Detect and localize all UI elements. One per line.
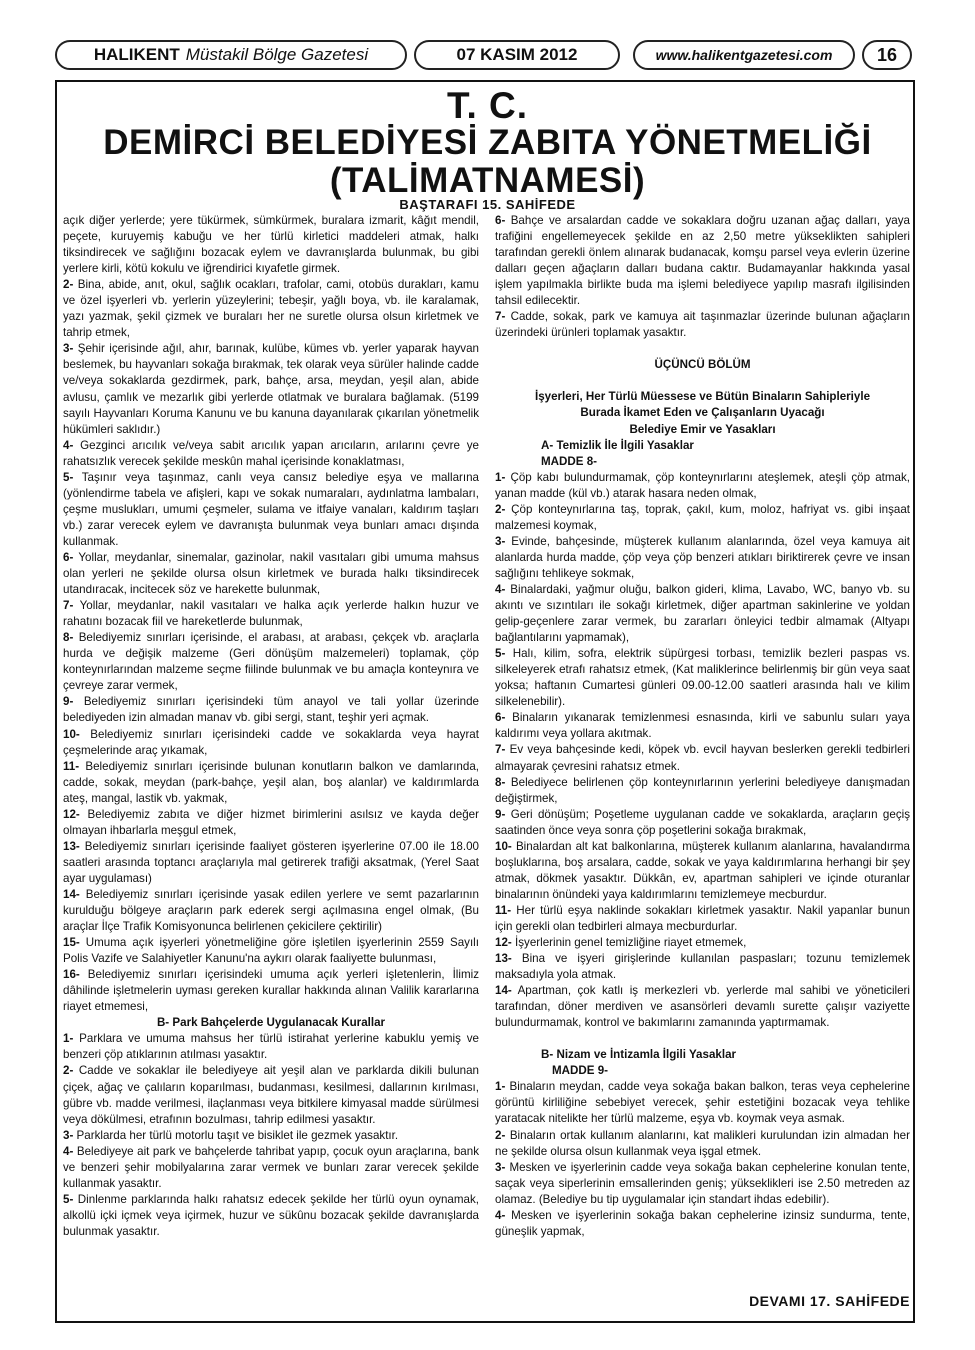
item-text: Belediyemiz sınırları içerisindeki cadde ve sokaklarda veya hayrat çeşmelerinde araç yıkamak,: [63, 727, 479, 757]
item-number: 3-: [63, 342, 74, 356]
cleanliness-item: [495, 935, 910, 951]
item-number: 7-: [495, 743, 506, 757]
cleanliness-item: [495, 951, 910, 983]
subsection-b-heading: B- Nizam ve İntizamla İlgili Yasaklar: [541, 1048, 737, 1062]
item-number: 5-: [495, 647, 506, 661]
item-number: 8-: [63, 631, 74, 645]
cleanliness-item: [495, 502, 910, 534]
regulation-item: [63, 839, 479, 887]
item-text: Umuma açık işyerleri yönetmeliğine göre işletilen işyerlerinin 2559 Sayılı Polis Vazife ve Salahiyetler Kanunu'na aykırı olarak faaliyette bulunması,: [63, 936, 479, 966]
regulation-item: [63, 759, 479, 807]
item-text: Belediyemiz zabıta ve diğer hizmet birimlerini asılsız ve kayda değer olmayan ihbarlarla meşgul etmek,: [63, 807, 479, 837]
page-number: 16: [862, 40, 912, 70]
item-text: Çöp konteynırlarına taş, toprak, çakıl, kum, moloz, hafriyat vs. gibi inşaat malzemesi koymak,: [495, 502, 910, 532]
park-rule-item: [63, 1031, 479, 1063]
regulation-item: [63, 277, 479, 341]
title-line-1: T. C.: [446, 85, 529, 126]
park-rule-item: [63, 1063, 479, 1127]
item-text: Belediyemiz sınırları içerisinde bulunan konutların balkon ve damlarında, cadde, sokak, meydan (park-bahçe, yeşil alan, boş alanlar) ve kaldırımlarda ateş, mangal, lastik vb. yakmak,: [63, 759, 479, 805]
item-text: Binaların meydan, cadde veya sokağa bakan balkon, teras veya cephelerine görüntü kirliliğine sebebiyet verecek, şehir estetiğini bozacak veya tehlike yaratacak nitelikte her türlü malzeme, eşya vb. koymak veya asmak.: [495, 1080, 910, 1126]
item-number: 9-: [495, 807, 506, 821]
item-text: Mesken ve işyerlerinin cadde veya sokağa bakan cephelerine konulan tente, saçak veya siperlerinin emsallerinden geniş; yükseklikleri ise 2.50 metreden az olamaz. (Belediye bu tip uygulamalar için standart ihdas edebilir).: [495, 1160, 910, 1206]
item-number: 4-: [495, 582, 506, 596]
regulation-item: [63, 341, 479, 437]
item-number: 15-: [63, 936, 80, 950]
park-rule-item: [63, 1192, 479, 1240]
regulation-item: [63, 727, 479, 759]
item-number: 7-: [495, 310, 506, 324]
item-number: 7-: [63, 599, 74, 613]
item-number: 9-: [63, 695, 74, 709]
item-text: Belediyece belirlenen çöp konteynırlarının yerlerini belediyeye danışmadan değiştirmek,: [495, 775, 910, 805]
park-rule-item: [63, 1128, 479, 1144]
item-text: Binaların yıkanarak temizlenmesi esnasında, kirli ve sabunlu suları yaya kaldırımı veya yollara akıtmak.: [495, 711, 910, 741]
item-text: Belediyemiz sınırları içerisinde faaliyet gösteren işyerlerine 07.00 ile 18.00 saatleri arasında toptancı araçlarıyla mal getirerek trafiği aksatmak, (Yerel Saat ayar uygulaması): [63, 839, 479, 885]
item-text: Halı, kilim, sofra, elektrik süpürgesi torbası, temizlik bezleri paspas vs. silkeleyerek etrafı rahatsız etmek, (Kat maliklerince belirlenmiş bir gün veya saat yoksa; haftanın Cumartesi günleri 09.00-12.00 saatleri arasında halı ve kilim silkelenebilir).: [495, 647, 910, 709]
item-text: Ev veya bahçesinde kedi, köpek vb. evcil hayvan beslerken gerekli tedbirleri almayarak çevresini rahatsız etmek.: [495, 743, 910, 773]
regulation-item: [63, 967, 479, 1015]
item-text: Belediyemiz sınırları içerisindeki umuma açık yerleri işletenlerin, İlimiz dâhilinde işletmelerin uyması gereken kurallar hakkında alınan Valilik kararlarına riayet etmemesi,: [63, 968, 479, 1014]
item-number: 3-: [495, 534, 506, 548]
regulation-item: [63, 887, 479, 935]
regulation-item: [63, 807, 479, 839]
cleanliness-item: [495, 582, 910, 646]
madde-8-label: MADDE 8-: [541, 454, 598, 468]
cleanliness-item: [495, 470, 910, 502]
item-number: 10-: [495, 839, 512, 853]
continued-from: BAŞTARAFI 15. SAHİFEDE: [399, 197, 576, 212]
item-number: 4-: [63, 438, 74, 452]
issue-date: 07 KASIM 2012: [414, 40, 620, 70]
continued-on: DEVAMI 17. SAHİFEDE: [749, 1293, 910, 1309]
order-item: [495, 1160, 910, 1208]
item-number: 4-: [495, 1208, 506, 1222]
regulation-item: [63, 598, 479, 630]
cleanliness-item: [495, 646, 910, 710]
item-text: Yollar, meydanlar, sinemalar, gazinolar, nakil vasıtaları gibi umuma mahsus olan yerleri ne şekilde olursa olsun kirletmek ve burada halkı tiksindirecek utandıracak, incitecek söz ve harekette bulunmak,: [63, 550, 479, 597]
item-text: Parklarda her türlü motorlu taşıt ve bisiklet ile gezmek yasaktır.: [76, 1128, 399, 1142]
item-number: 2-: [495, 502, 506, 516]
item-number: 5-: [63, 1192, 74, 1206]
regulation-item: [63, 630, 479, 694]
cleanliness-item: [495, 983, 910, 1031]
item-text: Cadde, sokak, park ve kamuya ait taşınmazlar üzerinde bulunan ağaçların üzerindeki ürünleri toplamak yasaktır.: [495, 310, 910, 340]
cleanliness-item: [495, 903, 910, 935]
item-text: Binaların ortak kullanım alanlarını, kat malikleri kurulundan izin almadan her ne şekilde olursa olsun kullanmak veya işgal etmek.: [495, 1128, 910, 1158]
item-number: 3-: [495, 1160, 506, 1174]
item-number: 6-: [63, 550, 74, 564]
park-rule-item: [495, 213, 910, 309]
item-number: 12-: [495, 936, 512, 950]
regulation-item: [63, 694, 479, 726]
item-text: Belediyemiz sınırları içerisinde yasak edilen yerlere ve semt pazarlarının kurulduğu bölgeye araçların park ederek sergi açılmasına engel olmak, (Bu araçlar İlçe Trafik Komisyonunca belirlenen çekicilere çektirilir): [63, 887, 479, 934]
park-rule-item: [495, 309, 910, 341]
cleanliness-item: [495, 807, 910, 839]
cleanliness-item: [495, 775, 910, 807]
item-number: 10-: [63, 727, 80, 741]
regulation-item: [63, 213, 479, 277]
item-number: 2-: [63, 1064, 74, 1078]
section-3-heading-3: Belediye Emir ve Yasakları: [629, 422, 776, 436]
madde-9-label: MADDE 9-: [552, 1064, 609, 1078]
item-text: Binalardaki, yağmur oluğu, balkon gideri, klima, Lavabo, WC, banyo vb. su akıntı ve sızıntıları ile sokağı kirletmek, diğer apartman sakinlerine ve yoldan gelip-geçenlere zarar vermek, bu zararları önleyici tedbir almamak (Altyapı bağlantılarını yapmamak),: [495, 582, 910, 645]
cleanliness-item: [495, 839, 910, 903]
item-text: Şehir içerisinde ağıl, ahır, barınak, kulübe, kümes vb. yerler yaparak hayvan beslemek, bu hayvanları sokağa bırakmak, tek olarak veya sürüler halinde cadde ve/veya sokaklarda gezdirmek, park, bahçe, arsa, meydan, yeşil alan, abide avlusu, çamlık ve mezarlık gibi yerlerde otlatmak ve buralara bağlamak. (5199 sayılı Hayvanları Koruma Kanunu ve bu kanuna dayanılarak çıkarılan yönetmelik hükümleri saklıdır.): [63, 342, 480, 436]
item-text: Bina ve işyeri girişlerinde kullanılan paspasları; tozunu temizlemek maksadıyla yola atmak.: [495, 952, 910, 982]
item-number: 2-: [495, 1128, 506, 1142]
item-number: 8-: [495, 775, 506, 789]
item-text: Parklara ve umuma mahsus her türlü istirahat yerlerine kabuklu yemiş ve benzeri çöp atıklarının atılması yasaktır.: [63, 1032, 479, 1062]
item-text: Evinde, bahçesinde, müşterek kullanım alanlarında, özel veya kamuya ait alanlarda hurda madde, çöp veya çöp benzeri atıkları biriktirerek çevre ve insan sağlığını tehlikeye sokmak,: [495, 534, 910, 580]
item-number: 1-: [63, 1032, 74, 1046]
newspaper-name-box: [55, 40, 407, 70]
cleanliness-item: [495, 710, 910, 742]
item-text: Belediyemiz sınırları içerisindeki tüm anayol ve tali yollar üzerinde belediyeden izin almadan manav vb. gibi sergi, stant, teşhir yeri açmak.: [63, 695, 479, 725]
item-number: 4-: [63, 1144, 74, 1158]
item-text: Geri dönüşüm; Poşetleme uygulanan cadde ve sokaklarda, araçların geçiş saatinden önce veya sonra çöp poşetlerini sokağa bırakmak,: [495, 807, 910, 837]
item-text: Çöp kabı bulundurmamak, çöp konteynırlarını ateşlemek, ateşli çöp atmak, yanan madde (kül vb.) atarak hasara neden olmak,: [495, 470, 910, 500]
item-text: Bahçe ve arsalardan cadde ve sokaklara doğru uzanan ağaç dalları, yaya trafiğini engellemeyecek şekilde en az 2,50 metre yükseklikten sahipleri tarafından gerekli önlem alınarak budanacak, komşu parsel veya evlerin üzerine dalları geçen ağaçların dalları budana caktır. Budamayanlar hakkında yasal işlem yapılmakla birlikte buda ma işlemi belediyece yapılıp masrafı ilgilisinden tahsil edilecektir.: [495, 214, 910, 308]
order-item: [495, 1128, 910, 1160]
item-number: 1-: [495, 470, 506, 484]
item-number: 2-: [63, 278, 74, 292]
item-number: 14-: [495, 984, 512, 998]
park-rule-item: [63, 1144, 479, 1192]
item-text: Mesken ve işyerlerinin sokağa bakan cephelerine izinsiz sundurma, tente, güneşlik yapmak,: [495, 1208, 910, 1238]
title-line-3: (TALİMATNAMESİ): [329, 161, 646, 200]
item-text: İşyerlerinin genel temizliğine riayet etmemek,: [515, 936, 747, 950]
regulation-item: [63, 470, 479, 550]
title-line-2: DEMİRCİ BELEDİYESİ ZABITA YÖNETMELİĞİ: [103, 123, 872, 162]
item-number: 1-: [495, 1080, 506, 1094]
item-text: Apartman, çok katlı iş merkezleri vb. yerlerde mal sahibi ve yöneticileri tarafından, döner merdiven ve asansörleri devamlı surette çalışır vaziyette bulundurmamak, kontrol ve bakımlarını zamanında yaptırmamak.: [495, 984, 910, 1030]
regulation-item: [63, 935, 479, 967]
item-text: Yollar, meydanlar, nakil vasıtaları ve halka açık yerlerde halkın huzur ve rahatını bozacak fiil ve hareketlerde bulunmak,: [63, 599, 479, 629]
order-item: [495, 1208, 910, 1240]
item-text: Binalardan alt kat balkonlarına, müşterek kullanım alanlarına, havalandırma boşluklarına, boş arsalara, cadde, sokak ve yaya kaldırımlarına herhangi bir şey atmak, dökmek yasaktır. Dükkân, ev, apartman sahipleri ve içinde oturanlar binalarının önündeki yaya kaldırımlarını temizlemeye mecburdur.: [495, 839, 910, 901]
item-number: 13-: [63, 839, 80, 853]
section-3-heading-1: İşyerleri, Her Türlü Müessese ve Bütün Binaların Sahipleriyle: [534, 390, 871, 404]
newspaper-name: HALIKENT: [93, 45, 180, 64]
item-number: 11-: [495, 903, 512, 917]
item-number: 5-: [63, 470, 74, 484]
item-number: 6-: [495, 711, 506, 725]
regulation-item: [63, 550, 479, 598]
item-number: 14-: [63, 887, 80, 901]
regulation-item: [63, 438, 479, 470]
newspaper-subtitle: Müstakil Bölge Gazetesi: [185, 45, 369, 64]
item-number: 6-: [495, 214, 506, 227]
masthead: [55, 38, 915, 78]
item-number: 11-: [63, 759, 80, 773]
item-text: Bina, abide, anıt, okul, sağlık ocakları, trafolar, cami, otobüs durakları, kamu ve özel işyerleri vb. yerlerin yüzeylerini; tebeşir, yağlı boya, vb. ile karalamak, yazı yazmak, şekil çizmek ve buraları her ne suretle olursa olsun kirletmek ve tahrip etmek,: [63, 278, 479, 340]
cleanliness-item: [495, 534, 910, 582]
item-number: 12-: [63, 807, 80, 821]
item-text: Belediyemiz sınırları içerisinde, el arabası, at arabası, çekçek vb. araçlarla hurda ve değişik malzeme (Geri dönüşüm malzemeleri) toplamak, çöp konteynırlarından malzeme seçme fiilinde bulunmak ve bu amaçla konteynıra ve çevreye zarar vermek,: [63, 631, 479, 693]
item-text: Gezginci arıcılık ve/veya sabit arıcılık yapan arıcıların, arılarını çevre ye rahatsızlık verecek şekilde meskûn mahal içerisinde konaklatması,: [63, 438, 479, 468]
item-text: Belediyeye ait park ve bahçelerde tahribat yapıp, çocuk oyun araçlarına, bank ve benzeri şehir mobilyalarına zarar vermek ve bunları zarar verecek şekilde kullanmak yasaktır.: [63, 1144, 479, 1190]
right-column: [495, 213, 910, 1240]
item-text: Dinlenme parklarında halkı rahatsız edecek şekilde her türlü oyun oynamak, alkollü içki içmek veya içirmek, huzur ve sükûnu bozacak şekilde davranışlarda bulunmak yasaktır.: [63, 1192, 479, 1238]
section-3-title: ÜÇÜNCÜ BÖLÜM: [654, 358, 751, 372]
item-text: açık diğer yerlerde; yere tükürmek, sümkürmek, buralara izmarit, kâğıt mendil, peçete, kuruyemiş kabuğu ve her türlü kirletici maddeleri atmak, halkı tiksindirecek ve sağlığını bozacak eylem ve davranışlarda bulunmak, bu gibi yerlere kirli, kötü kokulu ve iğrendirici kıyafetle girmek.: [63, 214, 479, 276]
item-text: Cadde ve sokaklar ile belediyeye ait yeşil alan ve parklarda dikili bulunan çiçek, ağaç ve çalıların koparılması, budanması, kesilmesi, dallarının kırılması, gübre vb. madde verilmesi, ilaçlanması veya bitkilere kimyasal madde sürülmesi veya dökülmesi, etrafının bozulması, tahrip edilmesi yasaktır.: [63, 1064, 479, 1126]
order-item: [495, 1079, 910, 1127]
left-column: [63, 213, 479, 1240]
item-text: Taşınır veya taşınmaz, canlı veya cansız belediye eşya ve mallarına (yönlendirme tabela ve afişleri, kapı ve sokak numaraları, aydınlatma lambaları, çeşme muslukları, umumi çeşmeler, sulama ve itfaiye vanaları, kaldırım taşları vb.) zarar verecek eylem ve davranışta bulunmak veya bunları amacı dışında kullanmak.: [63, 470, 479, 548]
item-number: 13-: [495, 952, 512, 966]
item-text: Her türlü eşya naklinde sokakları kirletmek yasaktır. Nakil yapanlar bunun için gerekli olan tedbirleri almaya mecburdurlar.: [495, 903, 910, 933]
website-link[interactable]: www.halikentgazetesi.com: [633, 40, 855, 70]
item-number: 16-: [63, 968, 80, 982]
section-3-heading-2: Burada İkamet Eden ve Çalışanların Uyacağı: [580, 406, 825, 420]
cleanliness-item: [495, 742, 910, 774]
item-number: 3-: [63, 1128, 74, 1142]
subsection-a-heading: A- Temizlik İle İlgili Yasaklar: [541, 438, 694, 452]
park-rules-heading: B- Park Bahçelerde Uygulanacak Kurallar: [156, 1016, 386, 1030]
